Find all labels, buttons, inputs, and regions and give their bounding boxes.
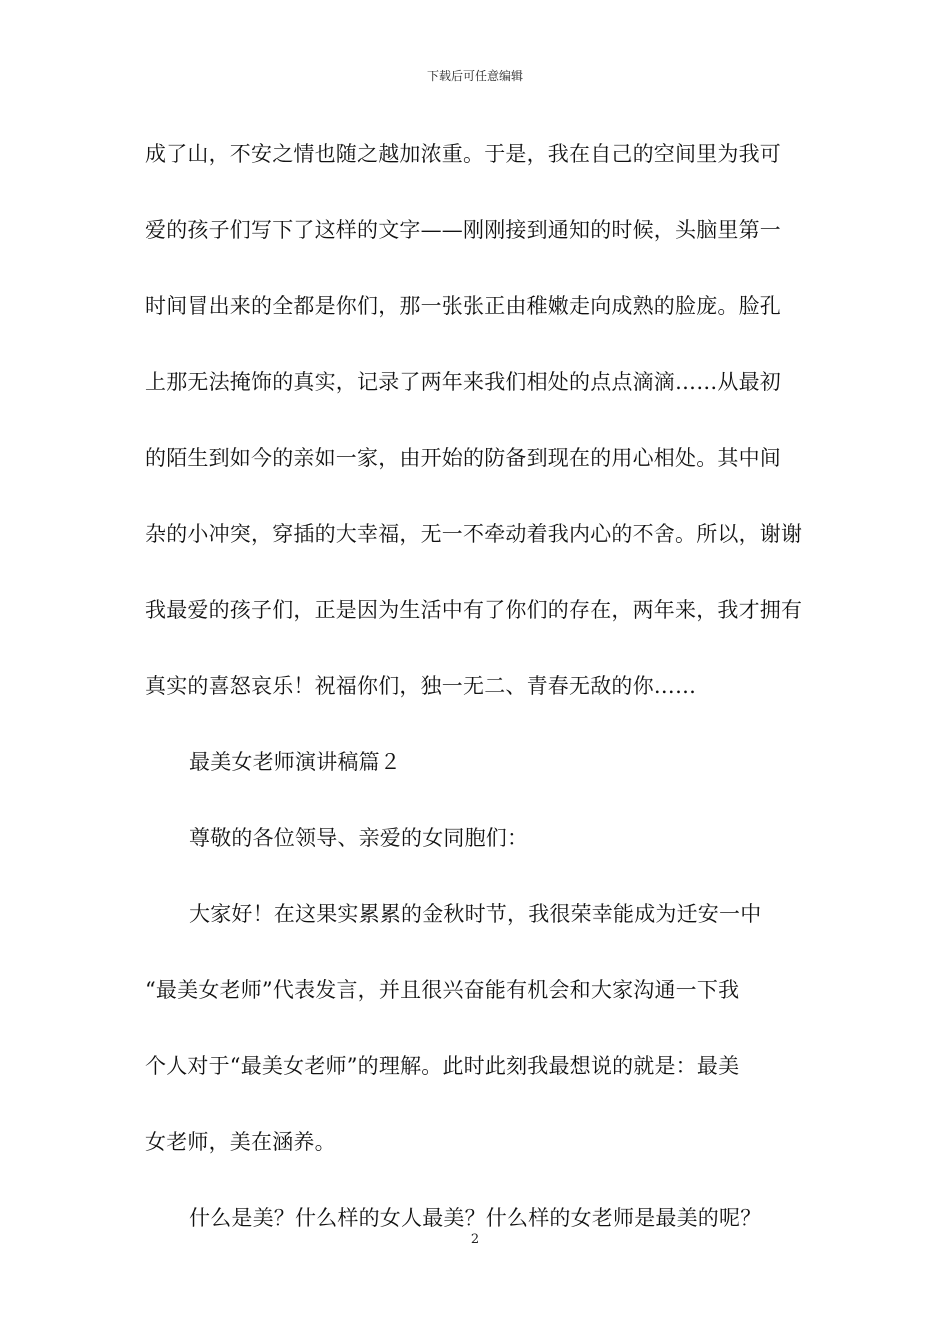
text-line: 什么是美？什么样的女人最美？什么样的女老师是最美的呢？ <box>189 1206 762 1230</box>
page-header-note: 下载后可任意编辑 <box>426 69 523 83</box>
text-line: 的陌生到如今的亲如一家，由开始的防备到现在的用心相处。其中间 <box>145 446 781 470</box>
text-line: 上那无法掩饰的真实，记录了两年来我们相处的点点滴滴……从最初 <box>145 370 781 394</box>
text-line: 时间冒出来的全都是你们，那一张张正由稚嫩走向成熟的脸庞。脸孔 <box>145 294 781 318</box>
page-number: 2 <box>470 1232 480 1247</box>
text-line: 个人对于“最美女老师”的理解。此时此刻我最想说的就是：最美 <box>145 1054 740 1078</box>
text-line: “最美女老师”代表发言，并且很兴奋能有机会和大家沟通一下我 <box>145 978 740 1002</box>
document-body <box>145 128 809 1268</box>
text-line: 我最爱的孩子们，正是因为生活中有了你们的存在，两年来，我才拥有 <box>145 598 803 622</box>
salutation-line: 尊敬的各位领导、亲爱的女同胞们： <box>189 826 529 850</box>
text-line: 真实的喜怒哀乐！祝福你们，独一无二、青春无敌的你…… <box>145 674 697 698</box>
text-line: 成了山，不安之情也随之越加浓重。于是，我在自己的空间里为我可 <box>145 142 781 166</box>
section-heading: 最美女老师演讲稿篇２ <box>189 750 401 774</box>
text-line: 女老师，美在涵养。 <box>145 1130 336 1154</box>
text-line: 大家好！在这果实累累的金秋时节，我很荣幸能成为迁安一中 <box>189 902 762 926</box>
text-line: 爱的孩子们写下了这样的文字——刚刚接到通知的时候，头脑里第一 <box>145 218 781 242</box>
text-line: 杂的小冲突，穿插的大幸福，无一不牵动着我内心的不舍。所以，谢谢 <box>145 522 803 546</box>
